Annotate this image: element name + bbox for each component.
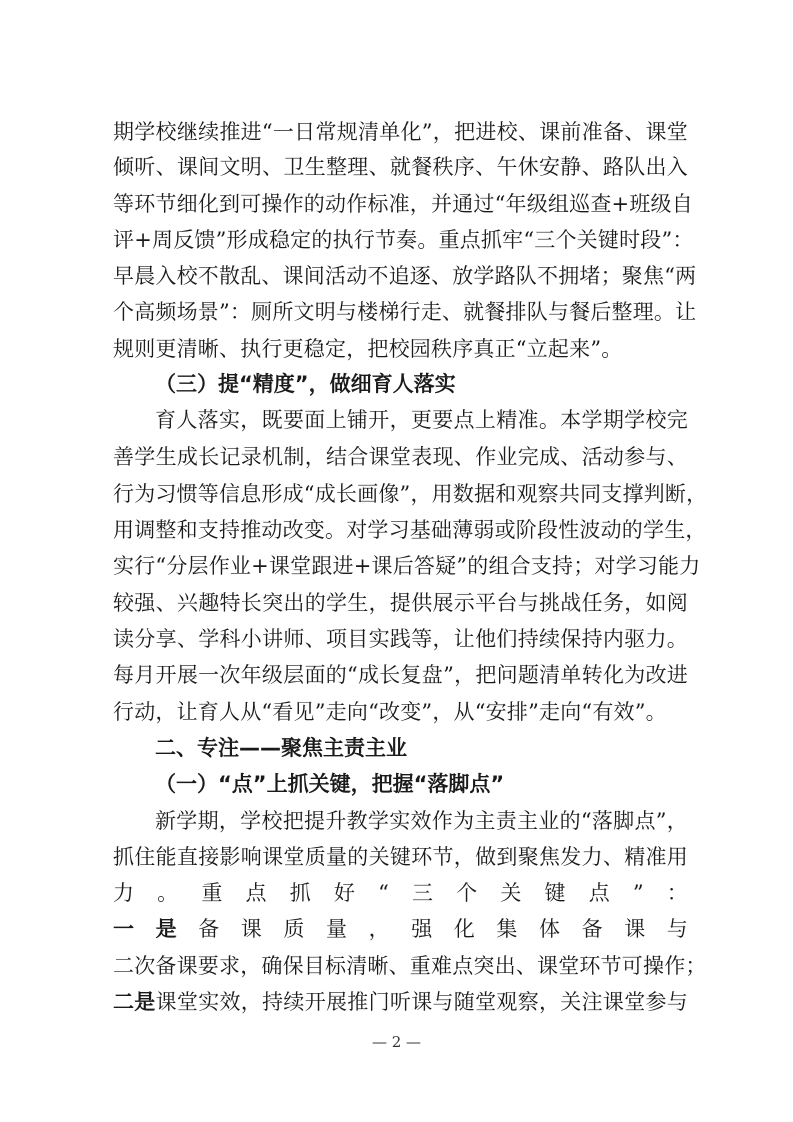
body-line: 评+周反馈”形成稳定的执行节奏。重点抓牢“三个关键时段”：	[113, 228, 694, 252]
body-line: 期学校继续推进“一日常规清单化”，把进校、课前准备、课堂	[113, 120, 688, 144]
body-line: 抓住能直接影响课堂质量的关键环节，做到聚焦发力、精准用	[113, 845, 688, 869]
body-line: 育人落实，既要面上铺开，更要点上精准。本学期学校完	[155, 408, 688, 432]
body-line: 每月开展一次年级层面的“成长复盘”，把问题清单转化为改进	[113, 663, 688, 687]
body-line: 新学期，学校把提升教学实效作为主责主业的“落脚点”，	[155, 809, 688, 833]
chapter-heading-2: 二、专注——聚焦主责主业	[155, 736, 407, 760]
body-line: 较强、兴趣特长突出的学生，提供展示平台与挑战任务，如阅	[113, 591, 688, 615]
body-line	[113, 985, 688, 1019]
body-text: 备课质量，强化集体备课与	[198, 917, 688, 941]
section-heading-1: （一）“点”上抓关键，把握“落脚点”	[155, 772, 505, 796]
body-line: 早晨入校不散乱、课间活动不追逐、放学路队不拥堵；聚焦“两	[113, 264, 697, 288]
body-line: 二次备课要求，确保目标清晰、重难点突出、课堂环节可操作；	[113, 954, 707, 978]
section-heading-3: （三）提“精度”，做细育人落实	[155, 372, 456, 396]
body-line: 行动，让育人从“看见”走向“改变”，从“安排”走向“有效”。	[113, 700, 667, 724]
page-number: — 2 —	[371, 1033, 422, 1051]
body-line: 力。重点抓好“三个关键点”：	[113, 881, 688, 905]
body-line: 个高频场景”：厕所文明与楼梯行走、就餐排队与餐后整理。让	[113, 300, 697, 324]
body-line: 读分享、学科小讲师、项目实践等，让他们持续保持内驱力。	[113, 627, 688, 651]
body-line: 等环节细化到可操作的动作标准，并通过“年级组巡查+班级自	[113, 192, 693, 216]
body-line	[113, 912, 688, 946]
body-line: 行为习惯等信息形成“成长画像”，用数据和观察共同支撑判断，	[113, 482, 708, 506]
body-line: 规则更清晰、执行更稳定，把校园秩序真正“立起来”。	[113, 337, 623, 361]
emphasis-label: 二是	[113, 990, 156, 1014]
body-line: 用调整和支持推动改变。对学习基础薄弱或阶段性波动的学生，	[113, 518, 707, 542]
emphasis-label: 一是	[113, 917, 199, 941]
body-line: 倾听、课间文明、卫生整理、就餐秩序、午休安静、路队出入	[113, 155, 688, 179]
body-line: 实行“分层作业+课堂跟进+课后答疑”的组合支持；对学习能力	[113, 554, 701, 578]
body-line: 善学生成长记录机制，结合课堂表现、作业完成、活动参与、	[113, 445, 688, 469]
body-text: 课堂实效，持续开展推门听课与随堂观察，关注课堂参与	[155, 990, 689, 1014]
